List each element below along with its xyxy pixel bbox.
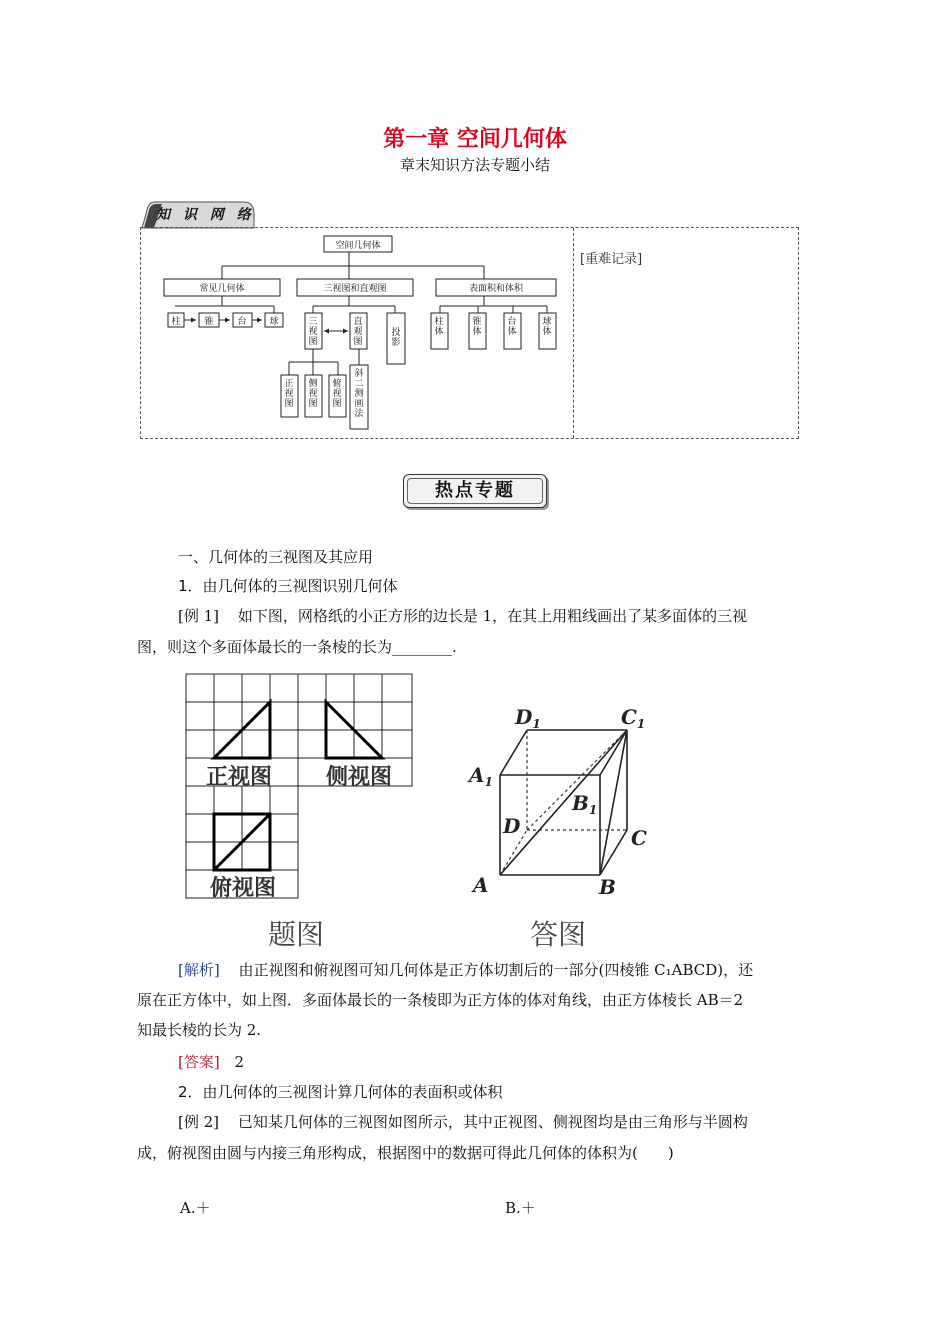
cube-label-C1: C bbox=[621, 705, 637, 729]
cube-label-A1: A bbox=[469, 763, 485, 787]
knowledge-tab-label: 知 识 网 络 bbox=[156, 207, 255, 223]
option-a: A.＋ bbox=[180, 1199, 211, 1217]
tree-root: 空间几何体 bbox=[335, 241, 381, 251]
tree-view: 侧视图 bbox=[308, 379, 318, 409]
analysis-line2: 原在正方体中，如上图．多面体最长的一条棱即为正方体的体对角线，由正方体棱长 AB＝2 bbox=[137, 991, 744, 1009]
analysis-tag: [解析] bbox=[178, 961, 220, 979]
answer-value: 2 bbox=[234, 1053, 245, 1071]
cube-figure bbox=[465, 700, 685, 900]
tree-b3-item: 锥体 bbox=[472, 317, 482, 337]
tree-view: 俯视图 bbox=[332, 379, 342, 409]
answer-figure-caption: 答图 bbox=[530, 918, 587, 951]
example2-line1 bbox=[178, 1112, 748, 1132]
svg-text:A1 bbox=[467, 763, 493, 789]
tree-b3-item: 柱体 bbox=[434, 317, 444, 337]
cube-sub: 1 bbox=[588, 803, 598, 817]
tree-zhiguantu: 直观图 bbox=[353, 317, 363, 347]
tree-branch2: 三视图和直观图 bbox=[323, 284, 387, 294]
knowledge-divider bbox=[573, 228, 574, 438]
knowledge-tree-diagram bbox=[150, 230, 570, 436]
cube-label-B: B bbox=[599, 875, 616, 899]
cube-label-D1: D bbox=[515, 705, 533, 729]
example2-line2: 成，俯视图由圆与内接三角形构成，根据图中的数据可得此几何体的体积为( ) bbox=[137, 1144, 674, 1162]
three-views-figure bbox=[184, 672, 416, 904]
analysis-line3: 知最长棱的长为 2. bbox=[137, 1021, 262, 1039]
tree-b1-item: 台 bbox=[237, 317, 247, 327]
tree-b3-item: 台体 bbox=[507, 317, 517, 337]
example1-line1 bbox=[178, 606, 747, 626]
analysis-line1 bbox=[178, 960, 753, 980]
answer-line bbox=[178, 1052, 244, 1072]
chapter-subtitle: 章末知识方法专题小结 bbox=[399, 156, 550, 174]
tree-branch3: 表面积和体积 bbox=[468, 284, 524, 294]
example2-tag: [例 2] bbox=[178, 1113, 220, 1131]
question-figure-caption: 题图 bbox=[268, 918, 325, 951]
chapter-title: 第一章 空间几何体 bbox=[383, 127, 567, 152]
sub2-heading: 2．由几何体的三视图计算几何体的表面积或体积 bbox=[178, 1083, 503, 1101]
option-b: B.＋ bbox=[505, 1199, 536, 1217]
tree-b1-item: 锥 bbox=[204, 317, 214, 327]
tree-b1-item: 球 bbox=[269, 317, 279, 327]
section1-heading: 一、几何体的三视图及其应用 bbox=[178, 548, 374, 566]
example2-text1: 已知某几何体的三视图如图所示，其中正视图、侧视图均是由三角形与半圆构 bbox=[237, 1113, 748, 1131]
hot-topic-badge bbox=[403, 474, 547, 508]
cube-sub: 1 bbox=[532, 717, 541, 731]
hot-topic-label: 热点专题 bbox=[407, 478, 543, 504]
example1-line2: 图，则这个多面体最长的一条棱的长为________. bbox=[137, 638, 457, 656]
top-view-label: 俯视图 bbox=[210, 875, 277, 901]
tree-branch1: 常见几何体 bbox=[199, 284, 245, 294]
sub1-heading: 1．由几何体的三视图识别几何体 bbox=[178, 577, 398, 595]
front-view-label: 正视图 bbox=[206, 764, 273, 790]
tree-method: 斜二测画法 bbox=[354, 369, 364, 419]
cube-label-D: D bbox=[503, 814, 521, 838]
example1-tag: [例 1] bbox=[178, 607, 220, 625]
svg-text:C1 bbox=[621, 705, 645, 731]
cube-label-A: A bbox=[473, 873, 489, 897]
svg-text:D1 bbox=[514, 705, 541, 731]
example1-text1: 如下图，网格纸的小正方形的边长是 1，在其上用粗线画出了某多面体的三视 bbox=[237, 607, 748, 625]
cube-sub: 1 bbox=[484, 775, 493, 789]
tree-touying: 投影 bbox=[391, 328, 401, 348]
tree-b3-item: 球体 bbox=[542, 317, 552, 337]
cube-sub: 1 bbox=[636, 717, 646, 731]
answer-tag: [答案] bbox=[178, 1053, 220, 1071]
tree-view: 正视图 bbox=[284, 379, 294, 409]
side-view-label: 侧视图 bbox=[326, 764, 393, 790]
analysis-text1: 由正视图和俯视图可知几何体是正方体切割后的一部分(四棱锥 C₁ABCD)，还 bbox=[238, 961, 754, 979]
cube-label-B1: B bbox=[572, 791, 589, 815]
tree-b1-item: 柱 bbox=[171, 317, 181, 327]
tree-sanshitu: 三视图 bbox=[308, 317, 318, 347]
cube-label-C: C bbox=[631, 826, 647, 850]
svg-text:B1 bbox=[571, 791, 597, 817]
notes-label: [重难记录] bbox=[580, 252, 643, 267]
